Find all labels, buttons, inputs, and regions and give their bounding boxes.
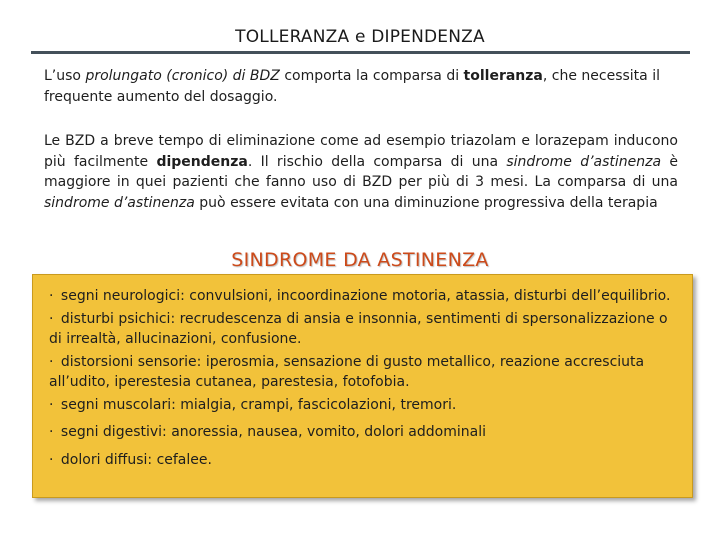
bullet-icon: · bbox=[49, 310, 54, 327]
symptom-item-digestive bbox=[49, 422, 683, 443]
tolerance-paragraph bbox=[44, 66, 678, 107]
p1-italic-term: prolungato (cronico) di BDZ bbox=[85, 68, 280, 84]
symptom-text: iperosmia, sensazione di gusto metallico, reazione accresciuta all’udito, iperestesia cutanea, parestesia, fotofobia. bbox=[49, 353, 645, 390]
slide-title: TOLLERANZA e DIPENDENZA bbox=[235, 27, 485, 47]
bullet-icon: · bbox=[49, 451, 54, 468]
p1-text-2: comporta la comparsa di bbox=[279, 68, 464, 84]
p2-italic-term-1: sindrome d’astinenza bbox=[506, 153, 662, 170]
p1-text-3: , che necessita il frequente aumento del dosaggio. bbox=[44, 68, 660, 105]
symptom-category: segni neurologici: bbox=[60, 288, 185, 304]
p2-text-2: . Il rischio della comparsa di una bbox=[247, 153, 507, 170]
symptom-text: recrudescenza di ansia e insonnia, sentimenti di spersonalizzazione o di irrealtà, allucinazioni, confusione. bbox=[49, 310, 668, 347]
bullet-icon: · bbox=[49, 288, 54, 304]
symptom-text: mialgia, crampi, fascicolazioni, tremori. bbox=[180, 396, 457, 413]
symptom-text: anoressia, nausea, vomito, dolori addominali bbox=[171, 424, 486, 440]
withdrawal-heading: SINDROME DA ASTINENZA bbox=[231, 249, 489, 271]
title-divider bbox=[31, 51, 690, 54]
symptom-item-neurological bbox=[49, 286, 683, 307]
p1-bold-term: tolleranza bbox=[463, 68, 543, 84]
symptom-category: dolori diffusi: bbox=[60, 451, 153, 468]
p2-text-4: può essere evitata con una diminuzione progressiva della terapia bbox=[194, 194, 658, 211]
symptom-item-psychic bbox=[49, 309, 683, 350]
p2-text-3: è maggiore in quei pazienti che fanno uso di BZD per più di 3 mesi. La comparsa di una bbox=[44, 153, 678, 190]
symptom-text: convulsioni, incoordinazione motoria, atassia, disturbi dell’equilibrio. bbox=[189, 288, 671, 304]
bullet-icon: · bbox=[49, 424, 54, 440]
bullet-icon: · bbox=[49, 353, 54, 370]
symptom-item-pain bbox=[49, 450, 683, 471]
symptom-category: segni digestivi: bbox=[60, 424, 167, 440]
symptom-text: cefalee. bbox=[156, 451, 212, 468]
p2-text-1: Le BZD a breve tempo di eliminazione come ad esempio triazolam e lorazepam inducono più facilmente bbox=[44, 133, 678, 170]
dependence-paragraph bbox=[44, 131, 678, 213]
symptom-category: distorsioni sensorie: bbox=[60, 353, 202, 370]
p2-italic-term-2: sindrome d’astinenza bbox=[44, 194, 195, 211]
symptom-category: segni muscolari: bbox=[60, 396, 176, 413]
symptom-category: disturbi psichici: bbox=[60, 310, 176, 327]
withdrawal-symptoms-box bbox=[32, 274, 693, 498]
symptoms-list bbox=[49, 286, 683, 472]
symptom-item-sensory bbox=[49, 352, 683, 393]
symptom-item-muscular bbox=[49, 395, 683, 416]
p1-text-1: L’uso bbox=[44, 68, 86, 84]
bullet-icon: · bbox=[49, 396, 54, 413]
p2-bold-term: dipendenza bbox=[156, 153, 248, 170]
